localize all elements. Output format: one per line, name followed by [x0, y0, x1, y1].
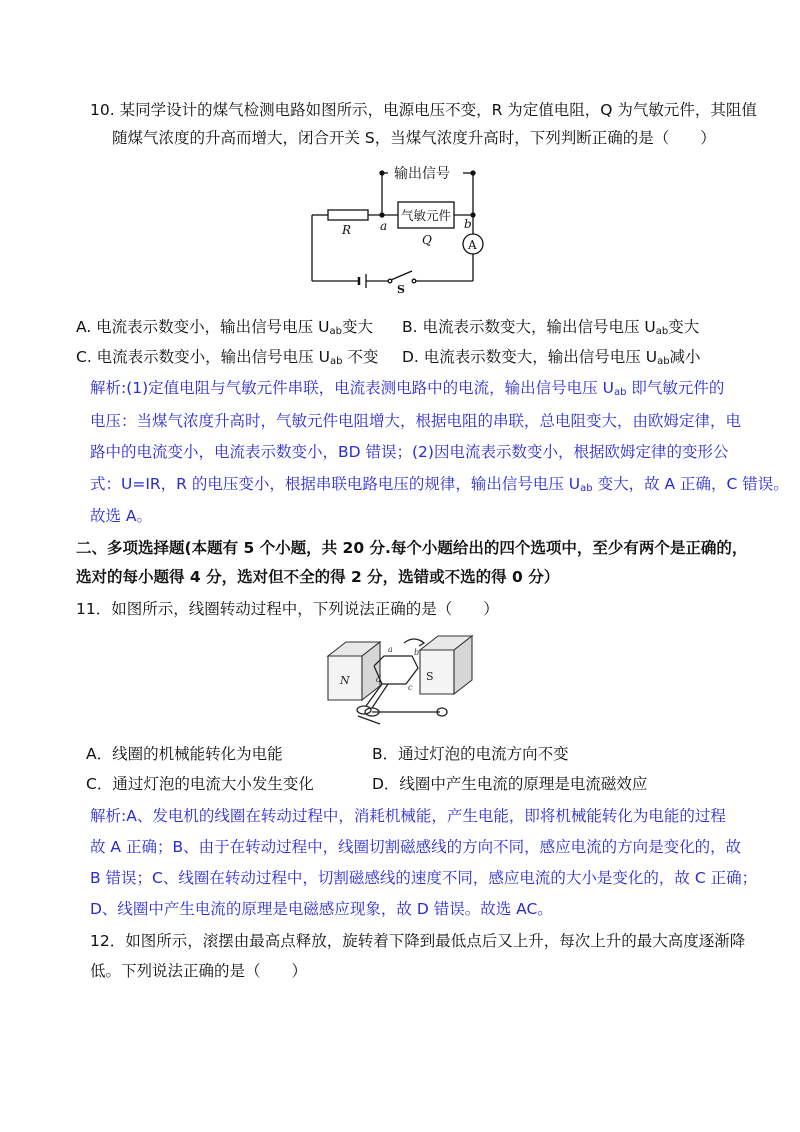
q10-analysis-l4-sub: ab: [580, 483, 593, 494]
q11-coil-d-label: d: [376, 675, 382, 684]
q10-option-a-text: A. 电流表示数变小，输出信号电压 U: [76, 318, 330, 336]
q10-option-a-sub: ab: [329, 326, 342, 337]
q10-b-label: b: [464, 217, 472, 231]
q10-option-a-tail: 变大: [341, 318, 373, 336]
q10-option-c-sub: ab: [329, 356, 343, 367]
q11-generator-diagram: [322, 628, 482, 726]
q10-r-label: R: [342, 223, 352, 237]
q11-option-d: D．线圈中产生电流的原理是电流磁效应: [372, 775, 648, 793]
q11-s-pole-label: S: [426, 670, 434, 683]
q10-option-c-tail: 不变: [342, 348, 379, 366]
q11-stem: 11．如图所示，线圈转动过程中，下列说法正确的是（ ）: [76, 600, 499, 618]
q11-analysis-line1: 解析:A、发电机的线圈在转动过程中，消耗机械能，产生电能，即将机械能转化为电能的过程: [90, 807, 726, 825]
q10-analysis-l1-text: 解析:(1)定值电阻与气敏元件串联，电流表测电路中的电流，输出信号电压 U: [90, 379, 614, 397]
q10-analysis-l4-text: 式：U=IR，R 的电压变小，根据串联电路电压的规律，输出信号电压 U: [90, 475, 581, 493]
q11-analysis-line3: B 错误；C、线圈在转动过程中，切割磁感线的速度不同，感应电流的大小是变化的，故 C 正确；: [90, 869, 758, 887]
q10-a-label: a: [380, 219, 388, 233]
q10-analysis-line2: 电压：当煤气浓度升高时，气敏元件电阻增大，根据电阻的串联，总电阻变大，由欧姆定律，电: [90, 412, 742, 430]
q11-coil-b-label: b: [414, 648, 420, 657]
q10-option-c-text: C. 电流表示数变小，输出信号电压 U: [76, 348, 330, 366]
q11-n-pole-label: N: [340, 674, 350, 687]
q10-analysis-line3: 路中的电流变小，电流表示数变小，BD 错误；(2)因电流表示数变小，根据欧姆定律的变形公: [90, 443, 729, 461]
q10-option-b: [402, 316, 699, 343]
q11-option-b: B．通过灯泡的电流方向不变: [372, 745, 569, 763]
q12-stem-line1: 12．如图所示，滚摆由最高点释放，旋转着下降到最低点后又上升，每次上升的最大高度逐渐降: [90, 932, 746, 950]
q11-coil-c-label: c: [408, 683, 413, 692]
q11-analysis-line4: D、线圈中产生电流的原理是电磁感应现象，故 D 错误。故选 AC。: [90, 900, 553, 918]
q11-option-a: A．线圈的机械能转化为电能: [86, 745, 283, 763]
section2-heading-line1: 二、多项选择题(本题有 5 个小题，共 20 分.每个小题给出的四个选项中，至少有两个是正确的，: [76, 539, 748, 557]
q10-option-c: [76, 346, 378, 373]
q10-analysis-line1: [90, 377, 724, 404]
q12-stem-line2: 低。下列说法正确的是（ ）: [90, 962, 308, 980]
q10-option-b-tail: 变大: [668, 318, 700, 336]
section2-heading-line2: 选对的每小题得 4 分，选对但不全的得 2 分，选错或不选的得 0 分）: [76, 568, 560, 586]
q10-option-b-text: B. 电流表示数变大，输出信号电压 U: [402, 318, 656, 336]
q10-gas-element-label: 气敏元件: [401, 208, 452, 223]
q10-stem-line1: 10. 某同学设计的煤气检测电路如图所示，电源电压不变，R 为定值电阻，Q 为气敏元件，其阻值: [90, 101, 757, 119]
q10-option-d-text: D. 电流表示数变大，输出信号电压 U: [402, 348, 658, 366]
q10-option-d-sub: ab: [657, 356, 670, 367]
q10-q-label: Q: [422, 233, 432, 247]
q10-output-signal-label: 输出信号: [394, 166, 450, 182]
q10-ammeter-label: A: [468, 238, 477, 252]
q10-analysis-l4-tail: 变大，故 A 正确，C 错误。: [592, 475, 789, 493]
q10-analysis-line4: [90, 473, 789, 500]
q11-option-c: C．通过灯泡的电流大小发生变化: [86, 775, 314, 793]
q10-switch-label: S: [397, 283, 405, 295]
q10-option-d: [402, 346, 701, 373]
q11-analysis-line2: 故 A 正确；B、由于在转动过程中，线圈切割磁感线的方向不同，感应电流的方向是变化的，故: [90, 838, 742, 856]
q10-option-b-sub: ab: [655, 326, 669, 337]
q11-coil-a-label: a: [388, 645, 393, 654]
q10-stem-line2: 随煤气浓度的升高而增大，闭合开关 S，当煤气浓度升高时，下列判断正确的是（ ）: [112, 129, 716, 147]
q10-analysis-line5: 故选 A。: [90, 507, 153, 525]
q10-analysis-l1-tail: 即气敏元件的: [626, 379, 725, 397]
q10-option-a: [76, 316, 373, 343]
q10-option-d-tail: 减小: [669, 348, 701, 366]
q10-circuit-diagram: [300, 155, 500, 295]
q10-analysis-l1-sub: ab: [613, 387, 627, 398]
